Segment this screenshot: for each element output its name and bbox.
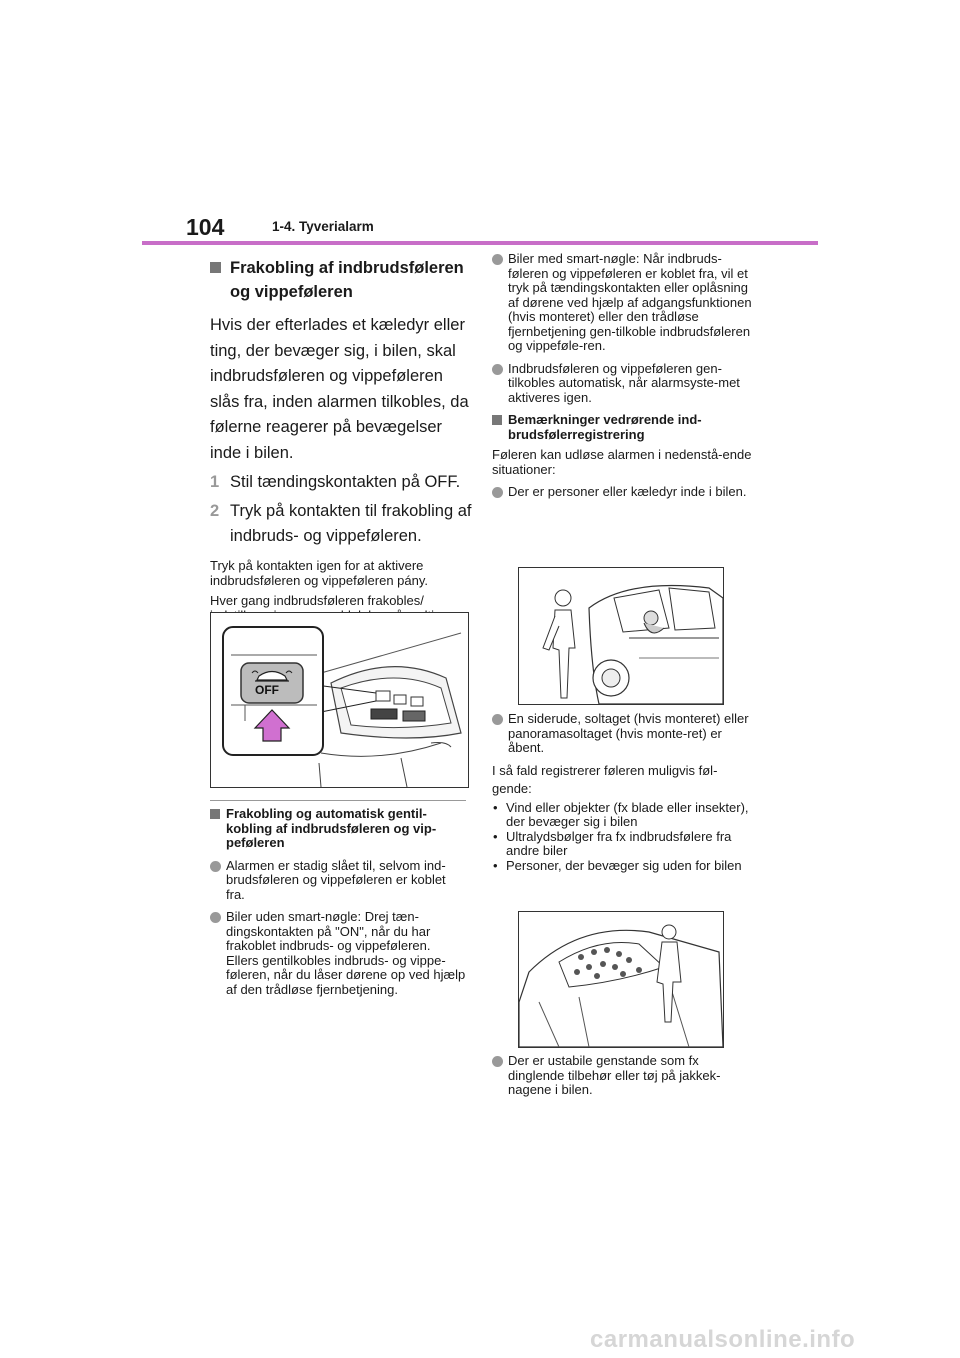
- round-bullet-icon: [492, 714, 503, 725]
- sunroof-illustration: [519, 912, 723, 1047]
- note-display: Hver gang indbrudsføleren frakobles/: [210, 593, 424, 608]
- round-bullet-icon: [210, 912, 221, 923]
- round-bullet-icon: [492, 487, 503, 498]
- person-car-illustration: [519, 568, 723, 704]
- step-2: 2 Tryk på kontakten til frakobling af indbruds- og vippeføleren.: [210, 502, 472, 545]
- square-bullet-icon: [210, 262, 221, 273]
- square-bullet-icon: [210, 809, 220, 819]
- round-bullet-icon: [492, 254, 503, 265]
- console-illustration: [211, 613, 468, 787]
- detection-para-1: I så fald registrerer føleren muligvis føl-: [492, 762, 718, 778]
- note-reactivate: Tryk på kontakten igen for at aktivere indbrudsføleren og vippeføleren pány.: [210, 558, 428, 588]
- bullet-window-open: En siderude, soltaget (hvis monteret) eller panoramasoltaget (hvis monte-ret) er åbent.: [492, 712, 754, 756]
- section2-heading: Frakobling og automatisk gentil-kobling af indbrudsføleren og vip-peføleren: [210, 800, 466, 851]
- square-bullet-icon: [492, 415, 502, 425]
- intro-paragraph: Hvis der efterlades et kæledyr eller ting, der bevæger sig, i bilen, skal indbrudsføleren og vippeføleren slås fra, inden alarmen tilkobles, da følerne reagerer på bevægelser inde i bilen.: [210, 316, 469, 462]
- bullet-unstable-objects: Der er ustabile genstande som fx dinglende tilbehør eller tøj på jakkek-nagene i bilen.: [492, 1054, 754, 1098]
- bullet-no-smartkey: Biler uden smart-nøgle: Drej tæn-dingskontakten på "ON", når du har frakoblet indbruds- og vippeføleren. Ellers gentilkobles indbruds- og vippe-føleren, når du låser dørene op ved hjælp af den trådløse fjernbetjening.: [210, 910, 466, 997]
- left-column: [210, 256, 472, 638]
- dash-item-ultrasound: • Ultralydsbølger fra fx indbrudsfølere fra andre biler: [493, 828, 732, 858]
- figure-console-switch: [210, 612, 469, 788]
- off-button-label: OFF: [255, 683, 279, 697]
- bullet-smartkey: Biler med smart-nøgle: Når indbruds-føleren og vippeføleren er koblet fra, vil et tryk på tændingskontakten eller oplåsning af dørene ved hjælp af adgangsfunktionen (hvis monteret) eller den trådløse fjernbetjening gen-tilkoble indbrudsføleren og vippeføle-ren.: [492, 252, 754, 354]
- left-column-lower: [210, 800, 466, 997]
- step-1: 1 Stil tændingskontakten på OFF.: [210, 473, 461, 491]
- dash-item-persons-outside: • Personer, der bevæger sig uden for bilen: [493, 857, 742, 873]
- right-column-middle: [492, 712, 754, 873]
- bullet-persons-inside: Der er personer eller kæledyr inde i bilen.: [492, 485, 754, 500]
- right-column: [492, 252, 754, 500]
- detection-para-2: gende:: [492, 781, 532, 796]
- figure-person-pet-car: [518, 567, 724, 705]
- header-rule: [142, 241, 818, 245]
- round-bullet-icon: [492, 364, 503, 375]
- round-bullet-icon: [492, 1056, 503, 1067]
- figure-sunroof-leaves: [518, 911, 724, 1048]
- dash-item-wind: • Vind eller objekter (fx blade eller insekter), der bevæger sig i bilen: [493, 799, 749, 829]
- detection-intro: Føleren kan udløse alarmen i nedenstå-ende situationer:: [492, 447, 752, 477]
- detection-notes-heading: Bemærkninger vedrørende ind-brudsfølerregistrering: [492, 413, 754, 442]
- bullet-alarm-still-on: Alarmen er stadig slået til, selvom ind-brudsføleren og vippeføleren er koblet fra.: [210, 859, 466, 903]
- watermark: carmanualsonline.info: [590, 1326, 856, 1353]
- bullet-auto-reactivate: Indbrudsføleren og vippeføleren gen-tilkobles automatisk, når alarmsyste-met aktiveres igen.: [492, 362, 754, 406]
- chapter-title: 1-4. Tyverialarm: [272, 219, 374, 234]
- page-number: 104: [186, 214, 225, 240]
- round-bullet-icon: [210, 861, 221, 872]
- section-heading: Frakobling af indbrudsføleren og vippeføleren: [210, 256, 472, 304]
- right-column-bottom: [492, 1054, 754, 1098]
